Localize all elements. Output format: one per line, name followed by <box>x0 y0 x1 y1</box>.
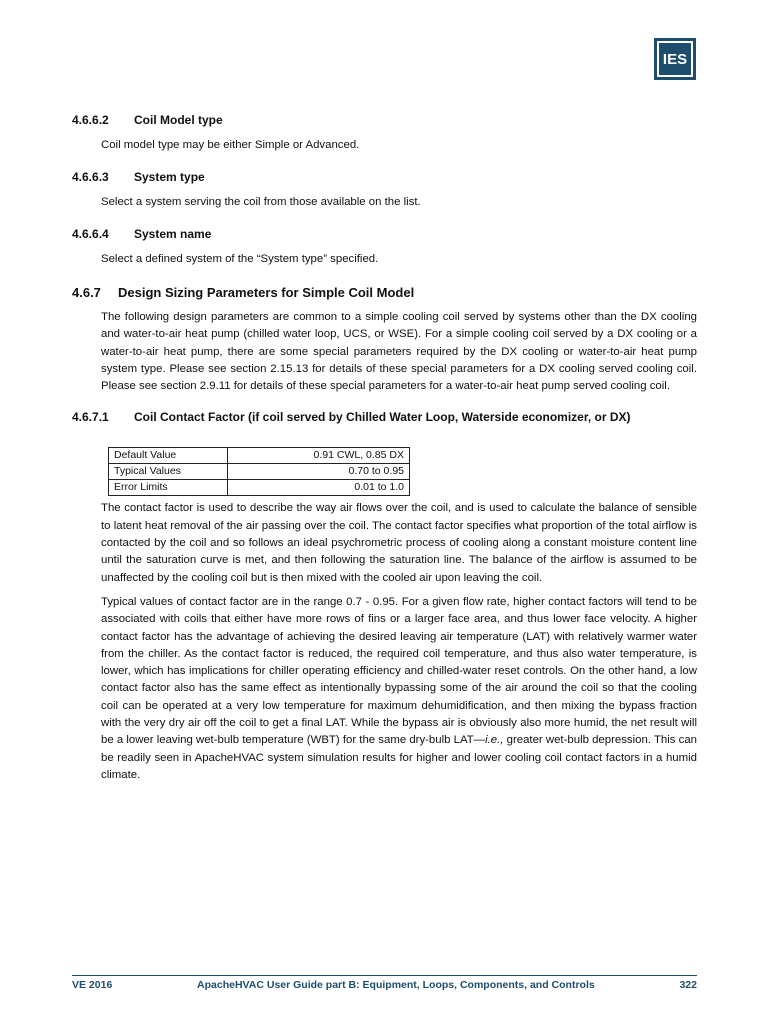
table-label: Typical Values <box>109 464 228 480</box>
section-title: Coil Model type <box>134 113 223 127</box>
table-row <box>109 448 410 464</box>
table-value: 0.70 to 0.95 <box>228 464 410 480</box>
table-row <box>109 480 410 496</box>
italic-text: i.e., <box>485 734 504 747</box>
paragraph-design-sizing: The following design parameters are common to a simple cooling coil served by systems other than the DX cooling and water-to-air heat pump (chilled water loop, UCS, or WSE). For a simple cooling coil served by a DX cooling or a water-to-air heat pump, there are some special parameters required by the DX cooling or water-to-air heat pump system type. Please see section 2.15.13 for details of these special parameters for a DX cooling served cooling coil. Please see section 2.9.11 for details of these special parameters for a water-to-air heat pump served cooling coil. <box>101 311 697 393</box>
table-value: 0.01 to 1.0 <box>228 480 410 496</box>
table-label: Error Limits <box>109 480 228 496</box>
section-title: Coil Contact Factor (if coil served by Chilled Water Loop, Waterside economizer, or DX) <box>134 410 631 425</box>
document-body <box>72 112 697 784</box>
paragraph-contact-factor-typical-values <box>72 594 697 784</box>
heading-coil-model-type <box>72 112 697 128</box>
heading-system-name <box>72 226 697 242</box>
ies-logo-text: IES <box>657 41 693 77</box>
paragraph-system-name: Select a defined system of the “System type” specified. <box>101 253 379 265</box>
contact-factor-table <box>108 447 410 496</box>
table-label: Default Value <box>109 448 228 464</box>
section-number: 4.6.6.2 <box>72 113 109 127</box>
section-title: System name <box>134 227 212 241</box>
heading-coil-contact-factor <box>72 409 697 425</box>
paragraph-system-type: Select a system serving the coil from those available on the list. <box>101 196 421 208</box>
table-row <box>109 464 410 480</box>
paragraph-coil-model-type: Coil model type may be either Simple or Advanced. <box>101 139 360 151</box>
page-footer <box>72 975 697 991</box>
paragraph-contact-factor-definition: The contact factor is used to describe the way air flows over the coil, and is used to calculate the balance of sensible to latent heat removal of the air passing over the coil. The contact factor specifies what proportion of the total airflow is contacted by the coil and so follows an ideal psychrometric process of cooling along a constant moisture content line until the saturation curve is met, and then following the saturation line. The balance of the airflow is assumed to be unaffected by the cooling coil but is then mixed with the cooled air upon leaving the coil. <box>101 502 697 584</box>
footer-title: ApacheHVAC User Guide part B: Equipment, Loops, Components, and Controls <box>197 979 595 991</box>
heading-system-type <box>72 169 697 185</box>
table-value: 0.91 CWL, 0.85 DX <box>228 448 410 464</box>
text-run: greater wet-bulb depression. This can be readily seen in ApacheHVAC system simulation results for higher and lower cooling coil contact factors in a humid climate. <box>101 734 697 781</box>
ies-logo <box>654 38 696 80</box>
section-number: 4.6.7.1 <box>72 410 109 425</box>
footer-version: VE 2016 <box>72 979 113 991</box>
footer-page-number: 322 <box>679 979 697 991</box>
section-number: 4.6.6.4 <box>72 227 109 241</box>
section-number: 4.6.7 <box>72 285 101 300</box>
section-title: Design Sizing Parameters for Simple Coil Model <box>118 285 415 300</box>
section-number: 4.6.6.3 <box>72 170 109 184</box>
text-run: Typical values of contact factor are in the range 0.7 - 0.95. For a given flow rate, higher contact factors will tend to be associated with coils that either have more rows of fins or a larger face area, and thus lower face velocity. A higher contact factor has the advantage of achieving the desired leaving air temperature (LAT) with relatively warmer water from the chiller. As the contact factor is reduced, the required coil temperature, and thus also water temperature, is lower, which has implications for chiller operating efficiency and chilled-water reset controls. On the other hand, a low contact factor also has the same effect as intentionally bypassing some of the air around the coil so that the cooling coil can be operated at a very low temperature for maximum dehumidification, and then mixing the bypass fraction with the very dry air off the coil to get a final LAT. While the bypass air is obviously also more humid, the net result will be a lower leaving wet-bulb temperature (WBT) for the same dry-bulb LAT— <box>101 595 697 747</box>
section-title: System type <box>134 170 205 184</box>
heading-design-sizing-parameters <box>72 284 697 302</box>
